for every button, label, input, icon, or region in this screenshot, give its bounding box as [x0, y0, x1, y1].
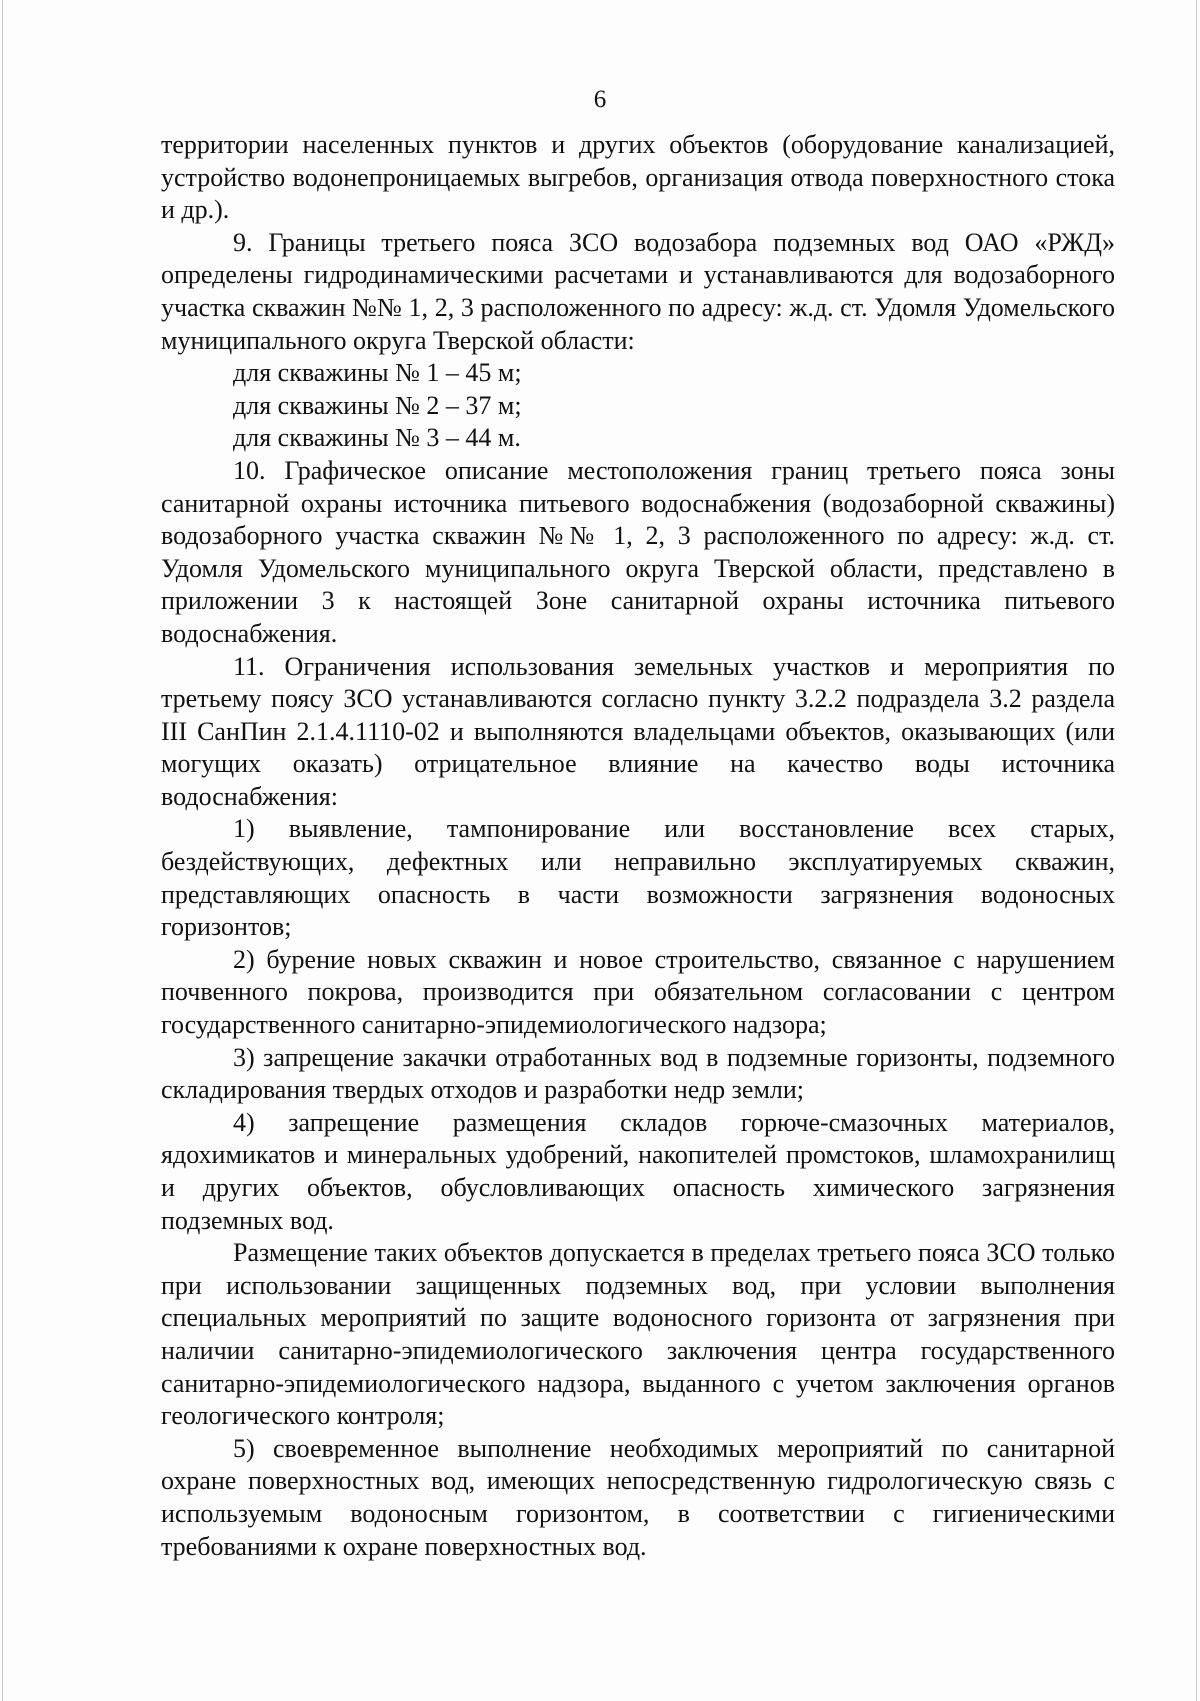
document-body [161, 129, 1115, 1563]
subitem-1: 1) выявление, тампонирование или восстановление всех старых, бездействующих, дефектных или неправильно эксплуатируемых скважин, представляющих опасность в части возможности загрязнения водоносных горизонтов; [161, 814, 1115, 942]
paragraph-item-11: 11. Ограничения использования земельных участков и мероприятия по третьему поясу ЗСО устанавливаются согласно пункту 3.2.2 подраздела 3.2 раздела III СанПин 2.1.4.1110-02 и выполняются владельцами объектов, оказывающих (или могущих оказать) отрицательное влияние на качество воды источника водоснабжения: [161, 651, 1115, 811]
page-number: 6 [593, 86, 607, 113]
subitem-5: 5) своевременное выполнение необходимых мероприятий по санитарной охране поверхностных вод, имеющих непосредственную гидрологическую связь с используемым водоносным горизонтом, в соответствии с гигиеническими требованиями к охране поверхностных вод. [161, 1433, 1115, 1561]
subitem-3: 3) запрещение закачки отработанных вод в подземные горизонты, подземного складирования твердых отходов и разработки недр земли; [161, 1042, 1115, 1105]
subitem-4: 4) запрещение размещения складов горюче-смазочных материалов, ядохимикатов и минеральных удобрений, накопителей промстоков, шламохранилищ и других объектов, обусловливающих опасность химического загрязнения подземных вод. [161, 1107, 1115, 1235]
paragraph-item-9: 9. Границы третьего пояса ЗСО водозабора подземных вод ОАО «РЖД» определены гидродинамическими расчетами и устанавливаются для водозаборного участка скважин №№ 1, 2, 3 расположенного по адресу: ж.д. ст. Удомля Удомельского муниципального округа Тверской области: [161, 227, 1115, 355]
well-3-distance: для скважины № 3 – 44 м. [233, 423, 521, 453]
paragraph-continuation: территории населенных пунктов и других объектов (оборудование канализацией, устройство водонепроницаемых выгребов, организация отвода поверхностного стока и др.). [161, 130, 1115, 225]
well-2-distance: для скважины № 2 – 37 м; [233, 390, 522, 420]
well-1-distance: для скважины № 1 – 45 м; [233, 358, 522, 388]
scan-edge-left [2, 0, 3, 1701]
paragraph-item-10: 10. Графическое описание местоположения границ третьего пояса зоны санитарной охраны источника питьевого водоснабжения (водозаборной скважины) водозаборного участка скважин №№ 1, 2, 3 расположенного по адресу: ж.д. ст. Удомля Удомельского муниципального округа Тверской области, представлено в приложении 3 к настоящей Зоне санитарной охраны источника питьевого водоснабжения. [161, 455, 1115, 648]
paragraph-placement-conditions: Размещение таких объектов допускается в пределах третьего пояса ЗСО только при использовании защищенных подземных вод, при условии выполнения специальных мероприятий по защите водоносного горизонта от загрязнения при наличии санитарно-эпидемиологического заключения центра государственного санитарно-эпидемиологического надзора, выданного с учетом заключения органов геологического контроля; [161, 1238, 1115, 1431]
subitem-2: 2) бурение новых скважин и новое строительство, связанное с нарушением почвенного покрова, производится при обязательном согласовании с центром государственного санитарно-эпидемиологического надзора; [161, 944, 1115, 1040]
scan-edge-right [1196, 0, 1197, 1701]
